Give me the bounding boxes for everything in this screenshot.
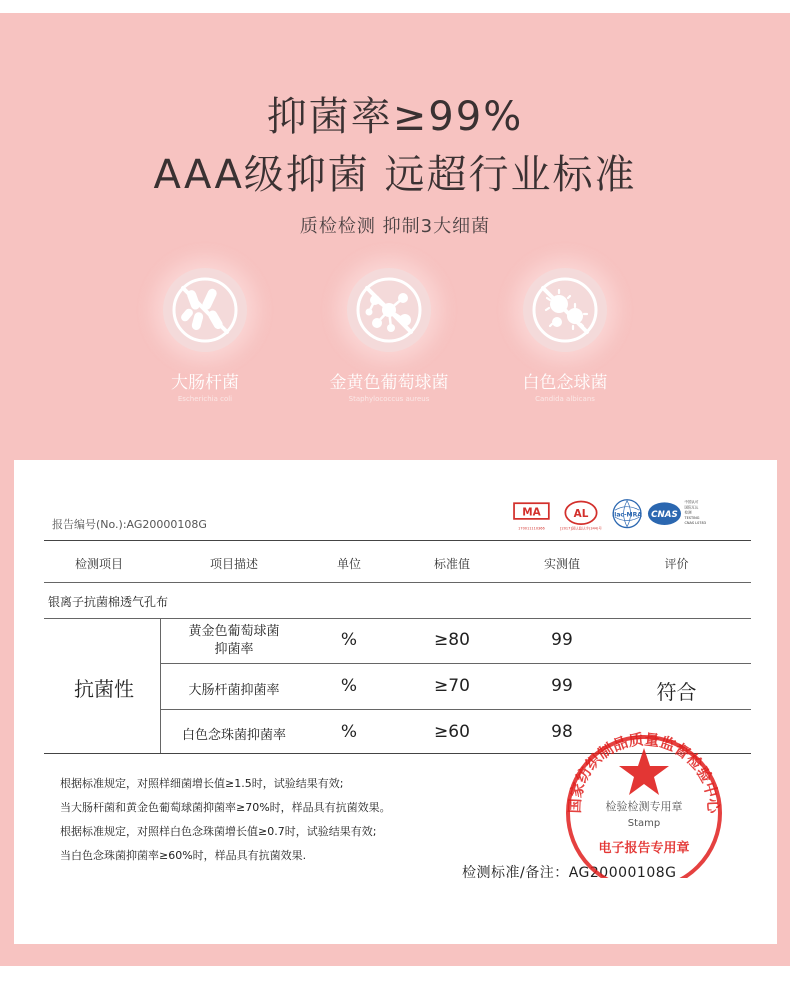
cert-code-al: [2017]国认监认字(344)号 [560, 526, 602, 531]
cnas-text-1: 中国认可 [684, 500, 699, 505]
stamp-bottom-text: 电子报告专用章 [598, 841, 690, 856]
report-notes [60, 772, 391, 868]
row-standard: ≥70 [434, 676, 470, 696]
row-measured: 99 [551, 676, 573, 696]
staphylococcus-icon [347, 268, 431, 352]
bacteria-ecoli [125, 268, 285, 403]
table-rule-top [44, 540, 751, 541]
cal-logo-icon [560, 501, 602, 530]
header-evaluation: 评价 [664, 557, 689, 571]
row-description-line: 抑菌率 [214, 642, 254, 657]
bacteria-latin: Staphylococcus aureus [348, 395, 430, 403]
cnas-text-2: 国际互认 [684, 505, 699, 510]
table-rule-header [44, 582, 751, 583]
bacteria-candida [485, 268, 645, 403]
header-unit: 单位 [336, 557, 361, 571]
cert-label-ilac: ilac-MRA [612, 511, 643, 519]
cert-code-ma: 170011110366 [518, 526, 545, 531]
row-description [164, 623, 304, 659]
e-coli-icon [163, 268, 247, 352]
table-rule-row1 [160, 663, 751, 664]
cert-label-ma: MA [522, 506, 541, 519]
cnas-logo-icon [648, 499, 706, 525]
header-test-item: 检测项目 [74, 557, 123, 571]
row-unit: % [340, 722, 358, 742]
cnas-text-4: TESTING [684, 515, 700, 520]
test-item-antibacterial: 抗菌性 [74, 677, 134, 701]
note-line: 当大肠杆菌和黄金色葡萄球菌抑菌率≥70%时，样品具有抗菌效果。 [60, 801, 391, 814]
stamp-ring-text: 国家纺织制品质量监督检验中心 [565, 730, 723, 814]
bacteria-latin: Escherichia coli [177, 395, 233, 403]
evaluation-result: 符合 [656, 680, 697, 704]
ilac-mra-logo-icon [612, 500, 642, 528]
row-description: 大肠杆菌抑菌率 [188, 683, 280, 698]
table-rule-row2 [160, 709, 751, 710]
stamp-inner-text: 检验检测专用章 [605, 800, 683, 813]
row-measured: 98 [551, 722, 573, 742]
table-rule-product [44, 618, 751, 619]
row-unit: % [340, 630, 358, 650]
header-standard: 标准值 [433, 557, 470, 571]
report-number: 报告编号(No.):AG20000108G [52, 518, 207, 531]
cnas-text-5: CNAS L0783 [684, 521, 706, 526]
hero-title-line2: AAA级抑菌 远超行业标准 [153, 152, 637, 198]
row-description: 白色念珠菌抑菌率 [181, 728, 286, 743]
row-unit: % [340, 676, 358, 696]
header-measured: 实测值 [543, 557, 580, 571]
cert-label-cnas: CNAS [651, 510, 678, 521]
star-icon [619, 748, 669, 795]
inspection-stamp [559, 728, 729, 878]
test-report [14, 460, 777, 944]
row-standard: ≥60 [434, 722, 470, 742]
standard-remark: 检测标准/备注：AG20000108G [462, 865, 677, 881]
hero-title-line1: 抑菌率≥99% [266, 94, 524, 140]
bacteria-latin: Candida albicans [535, 395, 595, 403]
candida-icon [523, 268, 607, 352]
row-standard: ≥80 [434, 630, 470, 650]
header-description: 项目描述 [209, 557, 258, 571]
product-name: 银离子抗菌棉透气孔布 [48, 595, 169, 609]
bacteria-staphylococcus [309, 268, 469, 403]
cma-logo-icon [514, 503, 549, 530]
certification-logos [496, 498, 746, 538]
hero-subtitle: 质检检测 抑制3大细菌 [299, 216, 491, 237]
note-line: 根据标准规定，对照样白色念珠菌增长值≥0.7时，试验结果有效; [60, 825, 377, 838]
bacteria-name: 白色念球菌 [522, 373, 608, 393]
bacteria-name: 金黄色葡萄球菌 [329, 373, 449, 393]
note-line: 当白色念珠菌抑菌率≥60%时，样品具有抗菌效果. [60, 849, 307, 862]
cnas-text-3: 检测 [684, 510, 692, 515]
row-description-line: 黄金色葡萄球菌 [188, 624, 280, 639]
table-divider [160, 618, 161, 753]
bacteria-name: 大肠杆菌 [171, 373, 239, 393]
cert-label-al: AL [573, 508, 589, 521]
stamp-word: Stamp [627, 818, 661, 829]
note-line: 根据标准规定，对照样细菌增长值≥1.5时，试验结果有效; [60, 777, 344, 790]
row-measured: 99 [551, 630, 573, 650]
